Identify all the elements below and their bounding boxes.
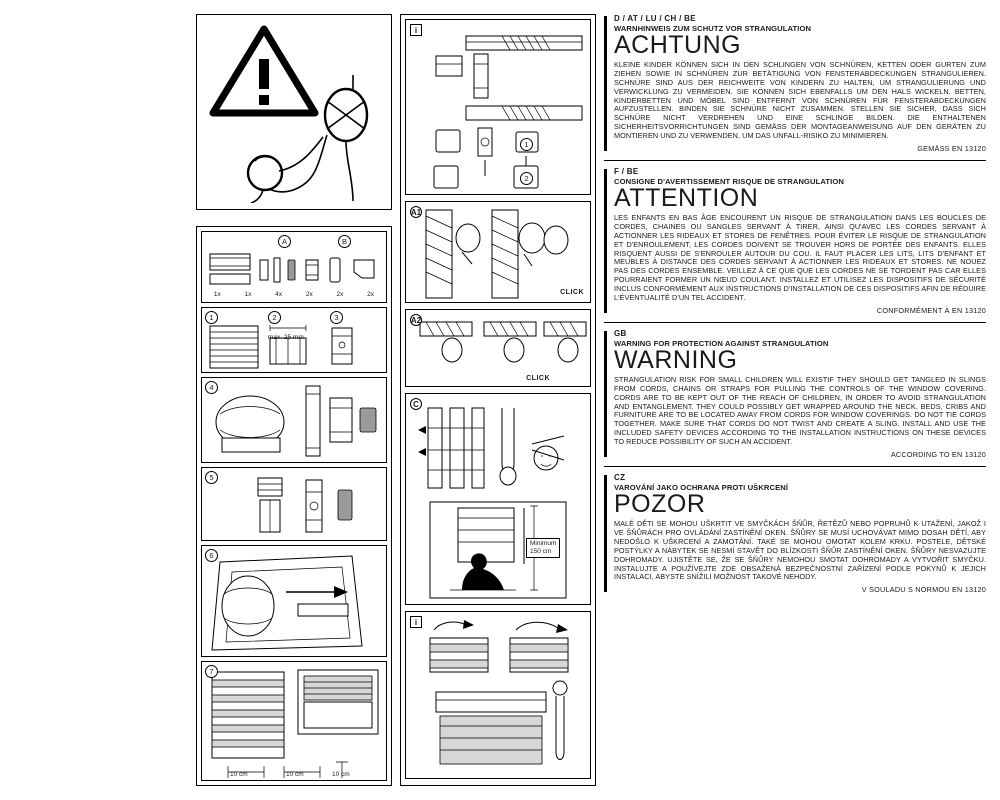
step-8-diagram (202, 662, 388, 782)
lang-code-cz: CZ (614, 473, 626, 483)
marker-2: 2 (520, 172, 533, 185)
step-6-diagram (202, 468, 388, 542)
warning-pictogram-panel (196, 14, 392, 210)
lang-norm-cz: V SOULADU S NORMOU EN 13120 (861, 585, 986, 595)
lang-body-de: KLEINE KINDER KÖNNEN SICH IN DEN SCHLINGEN VON SCHNÜREN, KETTEN ODER GURTEN ZUM ZIEHEN SOWIE IN SCHNÜREN ZUR BETÄTIGUNG VON FENSTERABDECKUNGEN STRANGULIEREN. SCHNÜRE SIND AUS DER REICHWEITE VON KINDERN ZU HALTEN, UM STRANGULIERUNG UND VERWICKLUNG ZU VERMEIDEN. SIE KÖNNEN SICH EBENFALLS UM DEN HALS WICKELN. BETTEN, KINDERBETTEN UND MÖBEL SIND ENTFERNT VON SCHNÜREN FÜR FENSTERABDECKUNGEN AUFZUSTELLEN. BINDEN SIE SCHNÜRE NICHT ZUSAMMEN. STELLEN SIE SICHER, DASS SICH SCHNÜRE NICHT VERDREHEN UND EINE SCHLINGE BILDEN. DIE ENTHALTENEN SICHERHEITSVORRICHTUNGEN SIND GEMÄSS DER MONTAGEANWEISUNG AUF DEN GERÄTEN ZU MONTIEREN UND ZU VERWENDEN, UM DAS UNFALL-RISIKO ZU MINIMIEREN. (614, 60, 986, 141)
child-cord-entanglement-illustration (203, 75, 389, 203)
lang-norm-de: GEMÄSS EN 13120 (917, 144, 986, 154)
lang-block-gb (604, 329, 986, 459)
badge-a1: A1 (410, 207, 422, 217)
divider-3 (604, 466, 986, 467)
step-box-7 (201, 545, 387, 657)
window-dim-3: 10 cm (332, 771, 350, 778)
step-badge-3: 3 (330, 311, 343, 324)
lang-norm-gb: ACCORDING TO EN 13120 (890, 450, 986, 460)
step-7-diagram (202, 546, 388, 658)
minimum-text: Minimum (530, 540, 557, 547)
part-group-label-a: A (278, 235, 291, 248)
step-1-3-diagram (202, 308, 388, 374)
warning-text-column (604, 14, 986, 786)
step-badge-6: 5 (205, 471, 218, 484)
step-4-5-diagram (202, 378, 388, 464)
operation-diagram (406, 612, 592, 780)
mount-a1-box (405, 201, 591, 303)
qty-2: 1x (244, 291, 252, 298)
step-box-8 (201, 661, 387, 781)
lang-subtitle-de: WARNHINWEIS ZUM SCHUTZ VOR STRANGULATION (614, 24, 812, 33)
minimum-value: 150 cm (530, 548, 552, 556)
badge-c: C (410, 398, 422, 410)
step-badge-8: 7 (205, 665, 218, 678)
parts-quantities (202, 291, 386, 298)
lang-norm-fr: CONFORMÉMENT À EN 13120 (876, 305, 986, 315)
qty-3: 4x (275, 291, 283, 298)
lang-subtitle-fr: CONSIGNE D'AVERTISSEMENT RISQUE DE STRANGULATION (614, 177, 844, 187)
step-badge-7: 6 (205, 549, 218, 562)
divider-1 (604, 160, 986, 161)
click-label-2: CLICK (526, 375, 550, 382)
step-badge-2: 2 (268, 311, 281, 324)
part-group-label-b: B (338, 235, 351, 248)
mount-a2-diagram (406, 310, 592, 388)
lang-code-gb: GB (614, 328, 627, 338)
step-box-1-2-3 (201, 307, 387, 373)
lang-block-de (604, 14, 986, 153)
lang-title-gb: WARNING (614, 345, 738, 374)
step-badge-1: 1 (205, 311, 218, 324)
mount-a2-box (405, 309, 591, 387)
info-badge-1: i (410, 24, 422, 36)
badge-a2: A2 (410, 315, 422, 325)
marker-1: 1 (520, 138, 533, 151)
dimension-note: max. 25 mm (268, 334, 304, 341)
lang-subtitle-cz: VAROVÁNÍ JAKO OCHRANA PROTI UŠKRCENÍ (614, 483, 789, 493)
lang-block-cz (604, 473, 986, 594)
step-box-6 (201, 467, 387, 541)
lang-body-cz: MALÉ DĚTI SE MOHOU UŠKRTIT VE SMYČKÁCH ŠŇŮR, ŘETĚZŮ NEBO POPRUHŮ K UTAŽENÍ, JAKOŽ I VE ŠŇŮRÁCH PRO OVLÁDÁNÍ ZASTÍNĚNÍ OKEN. ŠŇŮRY SE MUSÍ UCHOVÁVAT MIMO DOSAH DĚTÍ, ABY NEDOŠLO K UŠKRCENÍ A ZAMOTÁNÍ. TAKÉ SE MOHOU OMOTAT KOLEM KRKU. POSTELE, DĚTSKÉ POSTÝLKY A NÁBYTEK SE NESMÍ STAVĚT DO BLÍZKOSTI ŠŇŮR ZASTÍNĚNÍ OKEN. ŠŇŮRY NESVAZUJTE DOHROMADY. UJISTĚTE SE, ŽE SE ŠŇŮRY NEMOHOU SMOTAT DOHROMADY A VYTVOŘIT SMYČKU. INSTALUJTE A POUŽÍVEJTE ZDE OBSAŽENÁ BEZPEČNOSTNÍ ZAŘÍZENÍ PODLE POKYNŮ K JEJICH INSTALACI, ABYSTE SNÍŽILI MOŽNOST TAKOVÉ NEHODY. (614, 519, 986, 582)
safety-device-box (405, 393, 591, 605)
info-badge-2: i (410, 616, 422, 628)
operation-box (405, 611, 591, 779)
step-badge-4: 4 (205, 381, 218, 394)
mounting-instructions-column (400, 14, 596, 786)
click-label-1: CLICK (560, 289, 584, 296)
window-dim-1: 10 cm (230, 771, 248, 778)
minimum-height-label (526, 538, 560, 558)
window-dim-2: 10 cm (286, 771, 304, 778)
qty-4: 2x (305, 291, 313, 298)
lang-code-fr: F / BE (614, 167, 639, 177)
qty-5: 2x (336, 291, 344, 298)
lang-title-de: ACHTUNG (614, 31, 742, 59)
step-box-4-5 (201, 377, 387, 463)
safety-device-diagram (406, 394, 592, 606)
lang-code-de: D / AT / LU / CH / BE (614, 14, 696, 23)
mount-overview-box (405, 19, 591, 195)
qty-6: 2x (367, 291, 375, 298)
lang-body-fr: LES ENFANTS EN BAS ÂGE ENCOURENT UN RISQUE DE STRANGULATION DANS LES BOUCLES DE CORDES, CHAINES OU SANGLES SERVANT À TIRER, AINSI QU'AVEC LES CORDES SERVANT À ACTIONNER LES RIDEAUX ET STORES DE FENÊTRES. POUR ÉVITER LE RISQUE DE STRANGULATION ET D'ENROULEMENT, LES CORDES DOIVENT SE TROUVER HORS DE PORTÉE DES ENFANTS. ELLES RISQUENT AUSSI DE S'ENROULER AUTOUR DU COU. IL FAUT PLACER LES LITS, LITS D'ENFANT ET MEUBLES À DISTANCE DES CORDES SERVANT À ACTIONNER LES RIDEAUX ET STORES. NE NOUEZ PAS DES CORDES ENSEMBLE. VEILLEZ À CE QUE QUE LES CORDES NE SE TORDENT PAS CAR ELLES POURRAIENT FORMER UN NŒUD COULANT. INSTALLEZ ET UTILISEZ LES DISPOSITIFS DE SÉCURITÉ INCLUS CONFORMÉMENT AUX INSTRUCTIONS D'INSTALLATION DE CES DISPOSITIFS AFIN DE RÉDUIRE L'ÉVENTUALITÉ D'UN TEL ACCIDENT. (614, 213, 986, 303)
divider-2 (604, 322, 986, 323)
mount-overview-diagram (406, 20, 592, 196)
lang-body-gb: STRANGULATION RISK FOR SMALL CHILDREN WILL EXISTIF THEY SHOULD GET TANGLED IN SLINGS FROM CORDS, CHAINS OR STRAPS FOR PULLING THE CONTROLS OF THE WINDOW COVERING. CORDS ARE TO BE KEPT OUT OF THE REACH OF CHILDREN, IN ORDER TO AVOID STRANGULATION AND ENTANGLEMENT. THEY COULD POSSIBLY GET WRAPPED AROUND THE NECK. BEDS, CRIBS AND FURNITURE ARE TO BE LOCATED AWAY FROM CORDS FOR WINDOW COVERINGS. DO NOT TIE CORDS TOGETHER. MAKE SURE THAT CORDS DO NOT TWIST AND CREATE A SLING. INSTALL AND USE THE INCLUDED SAFETY DEVICES ACCORDING TO THE INSTALLATION INSTRUCTIONS ON THESE DEVICES TO REDUCE POSSIBILITY OF SUCH AN ACCIDENT. (614, 374, 986, 447)
parts-overview-box (201, 231, 387, 303)
lang-block-fr (604, 167, 986, 315)
lang-subtitle-gb: WARNING FOR PROTECTION AGAINST STRANGULATION (614, 338, 829, 348)
parts-and-steps-column (196, 226, 392, 786)
qty-1: 1x (213, 291, 221, 298)
lang-title-cz: POZOR (614, 490, 706, 519)
lang-title-fr: ATTENTION (614, 184, 759, 213)
